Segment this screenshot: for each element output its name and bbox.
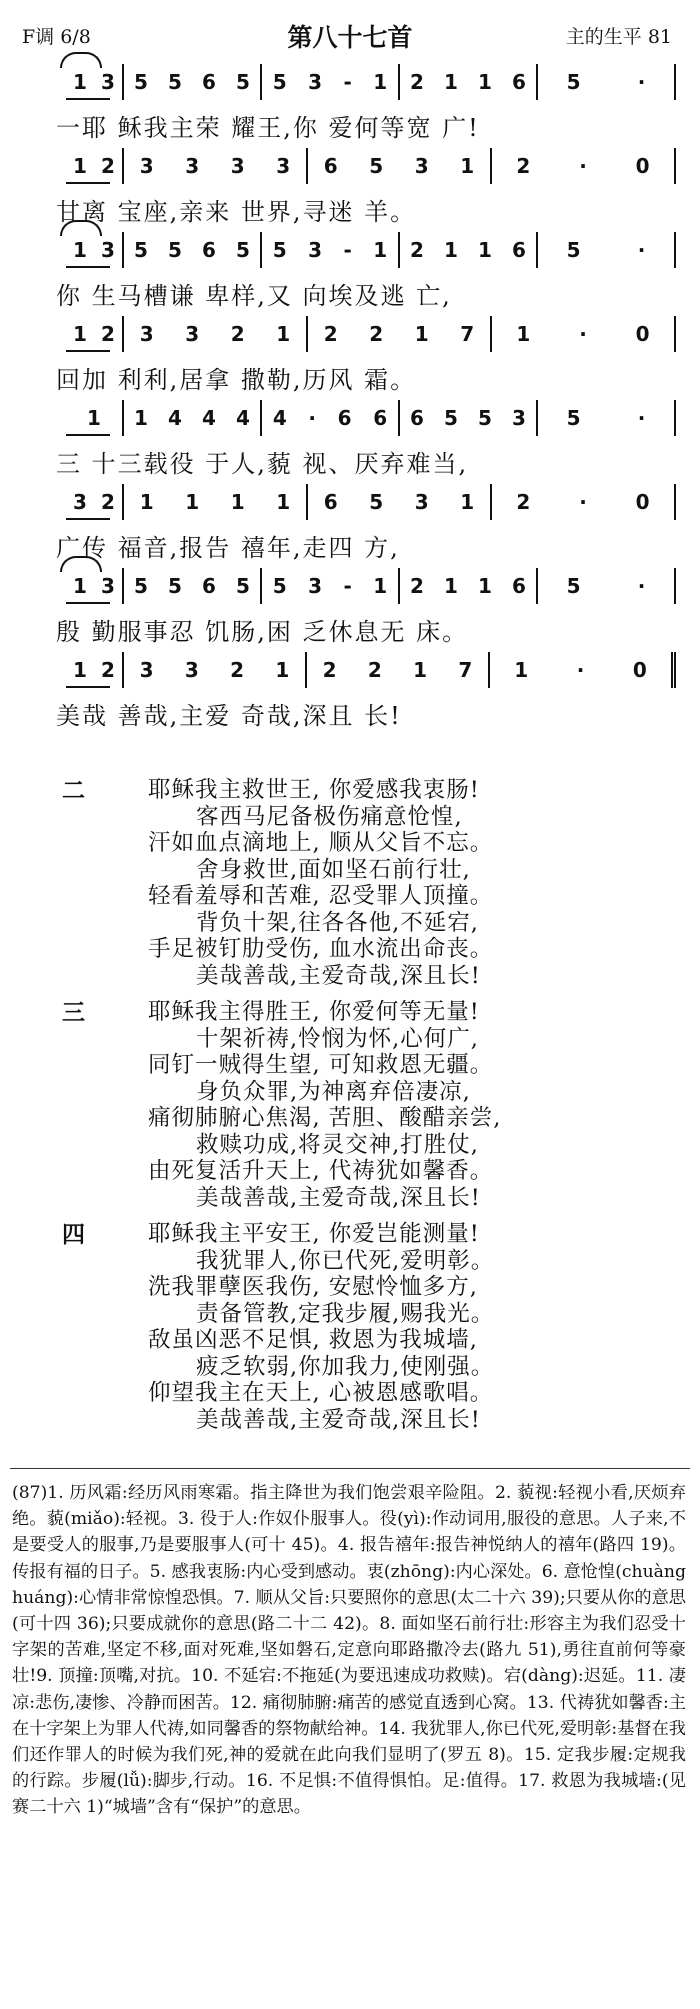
- slur: [60, 220, 102, 236]
- note: ·: [637, 238, 646, 262]
- note: 3: [308, 574, 323, 598]
- note: 1: [478, 574, 492, 598]
- note: 5: [134, 238, 148, 262]
- note-line: [66, 146, 676, 186]
- note: 3: [414, 154, 429, 178]
- note: 1: [460, 490, 475, 514]
- lyrics-line: 三 十三载役 于人,藐 视、厌弃难当,: [56, 450, 469, 478]
- note-line: [66, 230, 676, 270]
- measure: [122, 232, 260, 268]
- measure: [398, 400, 536, 436]
- note: 1: [514, 658, 529, 682]
- note: 5: [478, 406, 492, 430]
- note: 1: [460, 154, 475, 178]
- page-header: [0, 0, 700, 60]
- note: ·: [579, 490, 587, 514]
- note: 5: [168, 574, 182, 598]
- measure: [122, 484, 306, 520]
- score-row: [56, 566, 676, 658]
- verse-line: 手足被钉肋受伤, 血水流出命丧。: [148, 936, 494, 962]
- score-row: [56, 146, 676, 238]
- score-row: [56, 650, 676, 742]
- score-row: [56, 62, 676, 154]
- measure: [490, 484, 676, 520]
- note: 7: [460, 322, 475, 346]
- note: 5: [272, 238, 287, 262]
- lyrics-line: 殷 勤服事忍 饥肠,困 乏休息无 床。: [56, 618, 469, 646]
- measure: [122, 316, 306, 352]
- note: 6: [202, 70, 216, 94]
- note: 5: [168, 238, 182, 262]
- note: 0: [632, 658, 647, 682]
- beam-underline: [66, 686, 110, 688]
- measure: [66, 148, 122, 184]
- measure: [66, 400, 122, 436]
- note: 6: [337, 406, 352, 430]
- measure: [66, 316, 122, 352]
- note: 2: [516, 490, 531, 514]
- note-line: [66, 482, 676, 522]
- note: 2: [230, 658, 245, 682]
- note: ·: [579, 322, 587, 346]
- note-line: [66, 398, 676, 438]
- note: 3: [308, 238, 323, 262]
- note: 1: [230, 490, 245, 514]
- note: 2: [101, 490, 115, 514]
- note: 5: [566, 238, 581, 262]
- measure: [398, 64, 536, 100]
- measure: [122, 568, 260, 604]
- hymn-title: 第八十七首: [287, 23, 413, 52]
- note: 2: [410, 574, 424, 598]
- note: 4: [202, 406, 216, 430]
- note: 2: [367, 658, 382, 682]
- lyrics-line: 回加 利利,居拿 撒勒,历风 霜。: [56, 366, 417, 394]
- note: 5: [236, 238, 250, 262]
- note: 3: [308, 70, 323, 94]
- note: 1: [73, 154, 87, 178]
- slur: [60, 52, 102, 68]
- note: 1: [373, 238, 388, 262]
- note: 3: [73, 490, 87, 514]
- note: 2: [410, 70, 424, 94]
- measure: [122, 64, 260, 100]
- note: 1: [516, 322, 531, 346]
- verse-line: 洗我罪孽医我伤, 安慰怜恤多方,: [148, 1274, 478, 1300]
- note: 5: [566, 406, 581, 430]
- note: 6: [202, 574, 216, 598]
- tune-name: 主的生平 81: [565, 26, 672, 48]
- lyrics-line: 一耶 稣我主荣 耀王,你 爱何等宽 广!: [56, 114, 480, 142]
- note: ·: [637, 574, 646, 598]
- measure: [536, 568, 676, 604]
- lyrics-line: 美哉 善哉,主爱 奇哉,深且 长!: [56, 702, 402, 730]
- score-row: [56, 398, 676, 490]
- measure: [488, 652, 676, 688]
- note: 2: [323, 322, 338, 346]
- beam-underline: [66, 518, 110, 520]
- beam-underline: [66, 98, 110, 100]
- verse-line: 美哉善哉,主爱奇哉,深且长!: [196, 1184, 481, 1211]
- jianpu-score: [0, 62, 700, 762]
- note: 3: [139, 154, 154, 178]
- note: 6: [512, 574, 526, 598]
- note-line: [66, 62, 676, 102]
- beam-underline: [66, 182, 110, 184]
- note: ·: [308, 406, 317, 430]
- measure: [306, 148, 490, 184]
- note: 1: [73, 322, 87, 346]
- note: 0: [635, 322, 650, 346]
- note: -: [343, 238, 352, 262]
- measure: [122, 148, 306, 184]
- note: 1: [413, 658, 428, 682]
- beam-underline: [66, 350, 110, 352]
- measure: [398, 232, 536, 268]
- note-line: [66, 314, 676, 354]
- note: 5: [134, 70, 148, 94]
- note: 2: [101, 322, 115, 346]
- verse-line: 美哉善哉,主爱奇哉,深且长!: [196, 962, 481, 989]
- score-row: [56, 482, 676, 574]
- verse-line: 救赎功成,将灵交神,打胜仗,: [196, 1131, 479, 1158]
- note: ·: [637, 70, 646, 94]
- note: 5: [369, 154, 384, 178]
- key-signature: F调 6/8: [22, 26, 91, 48]
- measure: [66, 232, 122, 268]
- measure: [306, 484, 490, 520]
- note: 5: [566, 574, 581, 598]
- verse-line: 汗如血点滴地上, 顺从父旨不忘。: [148, 830, 494, 856]
- note: 1: [73, 70, 87, 94]
- note: 0: [635, 490, 650, 514]
- measure: [260, 64, 398, 100]
- note: 5: [566, 70, 581, 94]
- note: 3: [139, 658, 154, 682]
- verse-line: 同钉一贼得生望, 可知救恩无疆。: [148, 1052, 494, 1078]
- note: 1: [444, 238, 458, 262]
- note: 1: [444, 574, 458, 598]
- slur: [60, 556, 102, 572]
- note: 3: [276, 154, 291, 178]
- note: 5: [168, 70, 182, 94]
- measure: [122, 652, 305, 688]
- note: 6: [410, 406, 424, 430]
- measure: [66, 568, 122, 604]
- verse-line: 客西马尼备极伤痛意怆惶,: [196, 803, 463, 830]
- note: 1: [275, 658, 290, 682]
- measure: [305, 652, 488, 688]
- verse-line: 责备管教,定我步履,赐我光。: [196, 1300, 495, 1327]
- measure: [260, 232, 398, 268]
- note: 2: [410, 238, 424, 262]
- measure: [398, 568, 536, 604]
- note: 1: [185, 490, 200, 514]
- note: 1: [276, 490, 291, 514]
- measure: [260, 568, 398, 604]
- measure: [536, 232, 676, 268]
- note: 2: [516, 154, 531, 178]
- footnote-divider: [10, 1468, 690, 1469]
- note: 1: [373, 574, 388, 598]
- measure: [490, 316, 676, 352]
- score-row: [56, 230, 676, 322]
- note: 5: [272, 574, 287, 598]
- note: 3: [139, 322, 154, 346]
- note: 5: [272, 70, 287, 94]
- note: 3: [101, 70, 115, 94]
- note: 5: [236, 574, 250, 598]
- note: 1: [134, 406, 148, 430]
- note: 3: [184, 658, 199, 682]
- note: 1: [73, 658, 87, 682]
- note: 3: [512, 406, 526, 430]
- verse-line: 身负众罪,为神离弃倍凄凉,: [196, 1078, 471, 1105]
- verse-line: 疲乏软弱,你加我力,使刚强。: [196, 1353, 495, 1380]
- measure: [536, 64, 676, 100]
- note: 6: [512, 70, 526, 94]
- note: 3: [101, 238, 115, 262]
- measure: [260, 400, 398, 436]
- note: 6: [202, 238, 216, 262]
- verse-line: 敌虽凶恶不足惧, 救恩为我城墙,: [148, 1327, 478, 1353]
- note: 5: [444, 406, 458, 430]
- note: 1: [478, 70, 492, 94]
- verse-line: 轻看羞辱和苦难, 忍受罪人顶撞。: [148, 883, 494, 909]
- verse-number: 四: [62, 1221, 85, 1248]
- measure: [66, 484, 122, 520]
- verse-line: 我犹罪人,你已代死,爱明彰。: [196, 1247, 495, 1274]
- note: 2: [322, 658, 337, 682]
- verse-line: 耶稣我主平安王, 你爱岂能测量!: [148, 1221, 480, 1247]
- lyrics-line: 广传 福音,报告 禧年,走四 方,: [56, 534, 400, 562]
- note: -: [343, 574, 352, 598]
- note: 3: [230, 154, 245, 178]
- verse-line: 背负十架,往各各他,不延宕,: [196, 909, 479, 936]
- note: 1: [373, 70, 388, 94]
- note: 0: [635, 154, 650, 178]
- note: 1: [73, 238, 87, 262]
- note: 7: [458, 658, 473, 682]
- note: 1: [414, 322, 429, 346]
- note: -: [343, 70, 352, 94]
- note: 1: [444, 70, 458, 94]
- note: 3: [185, 154, 200, 178]
- note: 1: [478, 238, 492, 262]
- verse-line: 美哉善哉,主爱奇哉,深且长!: [196, 1406, 481, 1433]
- note: 3: [414, 490, 429, 514]
- beam-underline: [66, 434, 110, 436]
- note: 6: [323, 490, 338, 514]
- note: ·: [579, 154, 587, 178]
- note: 3: [101, 574, 115, 598]
- verse-number: 二: [62, 777, 85, 804]
- note-line: [66, 566, 676, 606]
- lyrics-line: 你 生马槽谦 卑样,又 向埃及逃 亡,: [56, 282, 452, 310]
- beam-underline: [66, 602, 110, 604]
- verse-line: 耶稣我主得胜王, 你爱何等无量!: [148, 999, 480, 1025]
- beam-underline: [66, 266, 110, 268]
- verse-line: 舍身救世,面如坚石前行壮,: [196, 856, 471, 883]
- note: 2: [101, 658, 115, 682]
- note: 5: [134, 574, 148, 598]
- note: 2: [230, 322, 245, 346]
- note: 4: [236, 406, 250, 430]
- verse-line: 十架祈祷,怜悯为怀,心何广,: [196, 1025, 479, 1052]
- note: 6: [512, 238, 526, 262]
- measure: [66, 652, 122, 688]
- note: 1: [139, 490, 154, 514]
- footnotes: (87)1. 历风霜:经历风雨寒霜。指主降世为我们饱尝艰辛险阻。2. 藐视:轻视小看,厌烦弃绝。藐(miǎo):轻视。3. 役于人:作奴仆服事人。役(yì):作动词用,服役的意思。人子来,不是要受人的服事,乃是要服事人(可十 45)。4. 报告禧年:报告神悦纳人的禧年(路四 19)。传报有福的日子。5. 感我衷肠:内心受到感动。衷(zhōng):内心深处。6. 意怆惶(chuàng huáng):心情非常惊惶恐惧。7. 顺从父旨:只要照你的意思(太二十六 39);只要从你的意思(可十四 36);只要成就你的意思(路二十二 42)。8. 面如坚石前行壮:形容主为我们忍受十字架的苦难,坚定不移,面对死难,坚如磐石,定意向耶路撒冷去(路九 51),勇往直前何等豪壮!9. 顶撞:顶嘴,对抗。10. 不延宕:不拖延(为要迅速成功救赎)。宕(dàng):迟延。11. 凄凉:悲伤,凄惨、冷静而困苦。12. 痛彻肺腑:痛苦的感觉直透到心窝。13. 代祷犹如馨香:主在十字架上为罪人代祷,如同馨香的祭物献给神。14. 我犹罪人,你已代死,爱明彰:基督在我们还作罪人的时候为我们死,神的爱就在此向我们显明了(罗五 8)。15. 定我步履:定规我的行踪。步履(lǚ):脚步,行动。16. 不足惧:不值得惧怕。足:值得。17. 救恩为我城墙:(见赛二十六 1)“城墙”含有“保护”的意思。: [12, 1483, 686, 1818]
- lyrics-line: 甘离 宝座,亲来 世界,寻迷 羊。: [56, 198, 417, 226]
- measure: [66, 64, 122, 100]
- note: ·: [637, 406, 646, 430]
- verse-line: 痛彻肺腑心焦渴, 苦胆、酸醋亲尝,: [148, 1105, 502, 1131]
- note: 6: [373, 406, 388, 430]
- note: 5: [236, 70, 250, 94]
- note: 4: [168, 406, 182, 430]
- note: 5: [369, 490, 384, 514]
- note: ·: [576, 658, 585, 682]
- note: 3: [185, 322, 200, 346]
- measure: [536, 400, 676, 436]
- measure: [490, 148, 676, 184]
- note: 6: [323, 154, 338, 178]
- note: 2: [101, 154, 115, 178]
- note: 1: [276, 322, 291, 346]
- verse-line: 由死复活升天上, 代祷犹如馨香。: [148, 1158, 494, 1184]
- note: 1: [73, 574, 87, 598]
- note: 2: [369, 322, 384, 346]
- note: 4: [272, 406, 287, 430]
- verse-number: 三: [62, 999, 85, 1026]
- verse-line: 耶稣我主救世王, 你爱感我衷肠!: [148, 777, 480, 803]
- measure: [306, 316, 490, 352]
- verse-line: 仰望我主在天上, 心被恩感歌唱。: [148, 1380, 494, 1406]
- note: 1: [87, 406, 101, 430]
- score-row: [56, 314, 676, 406]
- measure: [122, 400, 260, 436]
- note-line: [66, 650, 676, 690]
